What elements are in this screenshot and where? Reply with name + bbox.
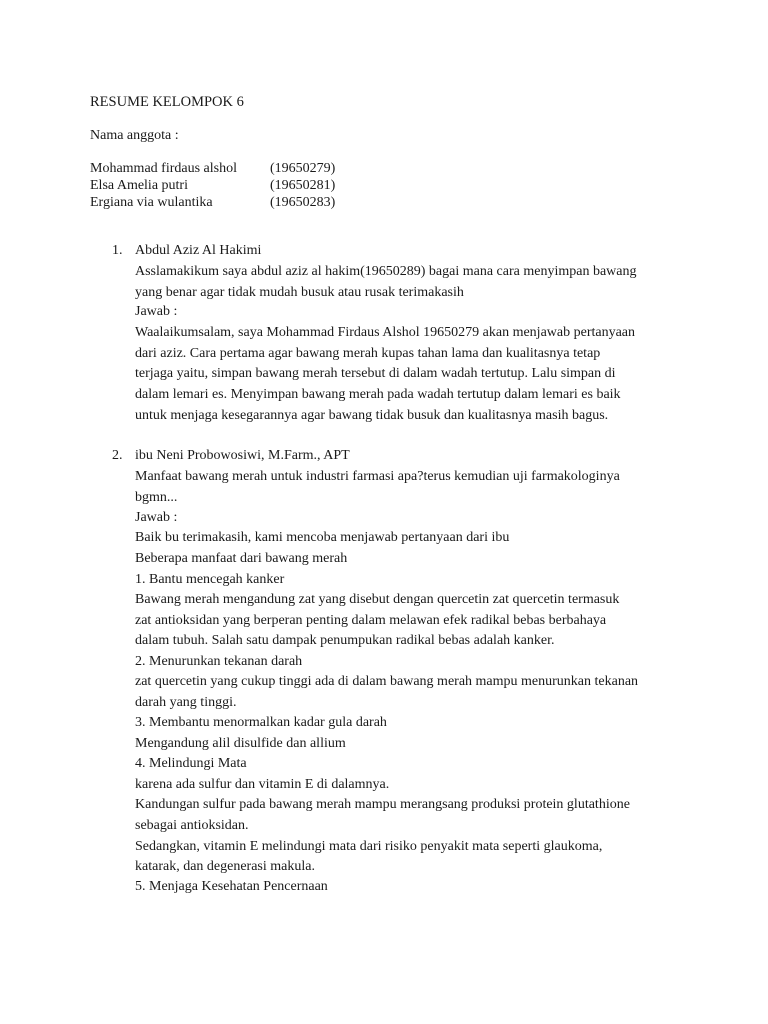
answer-line: dari aziz. Cara pertama agar bawang merah kupas tahan lama dan kualitasnya tetap bbox=[135, 346, 601, 361]
answer-subheading: 1. Bantu mencegah kanker bbox=[135, 572, 285, 587]
answer-line: untuk menjaga kesegarannya agar bawang tidak busuk dan kualitasnya masih bagus. bbox=[135, 408, 609, 423]
answer-line: zat quercetin yang cukup tinggi ada di dalam bawang merah mampu menurunkan tekanan bbox=[135, 674, 639, 689]
answer-line: terjaga yaitu, simpan bawang merah tersebut di dalam wadah tertutup. Lalu simpan di bbox=[135, 366, 616, 381]
document-title: RESUME KELOMPOK 6 bbox=[90, 94, 244, 110]
answer-line: dalam tubuh. Salah satu dampak penumpukan radikal bebas adalah kanker. bbox=[135, 633, 555, 648]
answer-label: Jawab : bbox=[135, 304, 178, 319]
answer-line: katarak, dan degenerasi makula. bbox=[135, 859, 315, 874]
question-line: yang benar agar tidak mudah busuk atau rusak terimakasih bbox=[135, 285, 464, 300]
answer-line: Beberapa manfaat dari bawang merah bbox=[135, 551, 348, 566]
member-id: (19650279) bbox=[270, 161, 336, 176]
answer-line: darah yang tinggi. bbox=[135, 695, 237, 710]
answer-label: Jawab : bbox=[135, 510, 178, 525]
answer-line: dalam lemari es. Menyimpan bawang merah pada wadah tertutup dalam lemari es baik bbox=[135, 387, 621, 402]
question-line: Manfaat bawang merah untuk industri farmasi apa?terus kemudian uji farmakologinya bbox=[135, 469, 620, 484]
question-line: bgmn... bbox=[135, 490, 178, 505]
answer-subheading: 5. Menjaga Kesehatan Pencernaan bbox=[135, 879, 328, 894]
question-number: 1. bbox=[112, 243, 123, 258]
member-name: Mohammad firdaus alshol bbox=[90, 161, 237, 176]
members-label: Nama anggota : bbox=[90, 128, 179, 143]
member-name: Ergiana via wulantika bbox=[90, 195, 213, 210]
answer-line: Waalaikumsalam, saya Mohammad Firdaus Alshol 19650279 akan menjawab pertanyaan bbox=[135, 325, 636, 340]
question-line: Asslamakikum saya abdul aziz al hakim(19650289) bagai mana cara menyimpan bawang bbox=[135, 264, 637, 279]
answer-line: Baik bu terimakasih, kami mencoba menjawab pertanyaan dari ibu bbox=[135, 530, 510, 545]
answer-line: zat antioksidan yang berperan penting dalam melawan efek radikal bebas berbahaya bbox=[135, 613, 607, 628]
answer-line: Bawang merah mengandung zat yang disebut dengan quercetin zat quercetin termasuk bbox=[135, 592, 620, 607]
answer-line: Sedangkan, vitamin E melindungi mata dari risiko penyakit mata seperti glaukoma, bbox=[135, 839, 603, 854]
question-asker: ibu Neni Probowosiwi, M.Farm., APT bbox=[135, 448, 350, 463]
answer-line: karena ada sulfur dan vitamin E di dalamnya. bbox=[135, 777, 390, 792]
question-number: 2. bbox=[112, 448, 123, 463]
answer-line: Mengandung alil disulfide dan allium bbox=[135, 736, 346, 751]
question-asker: Abdul Aziz Al Hakimi bbox=[135, 243, 262, 258]
answer-line: sebagai antioksidan. bbox=[135, 818, 249, 833]
answer-line: Kandungan sulfur pada bawang merah mampu merangsang produksi protein glutathione bbox=[135, 797, 630, 812]
member-id: (19650281) bbox=[270, 178, 336, 193]
answer-subheading: 3. Membantu menormalkan kadar gula darah bbox=[135, 715, 387, 730]
member-id: (19650283) bbox=[270, 195, 336, 210]
member-name: Elsa Amelia putri bbox=[90, 178, 188, 193]
answer-subheading: 4. Melindungi Mata bbox=[135, 756, 247, 771]
answer-subheading: 2. Menurunkan tekanan darah bbox=[135, 654, 303, 669]
